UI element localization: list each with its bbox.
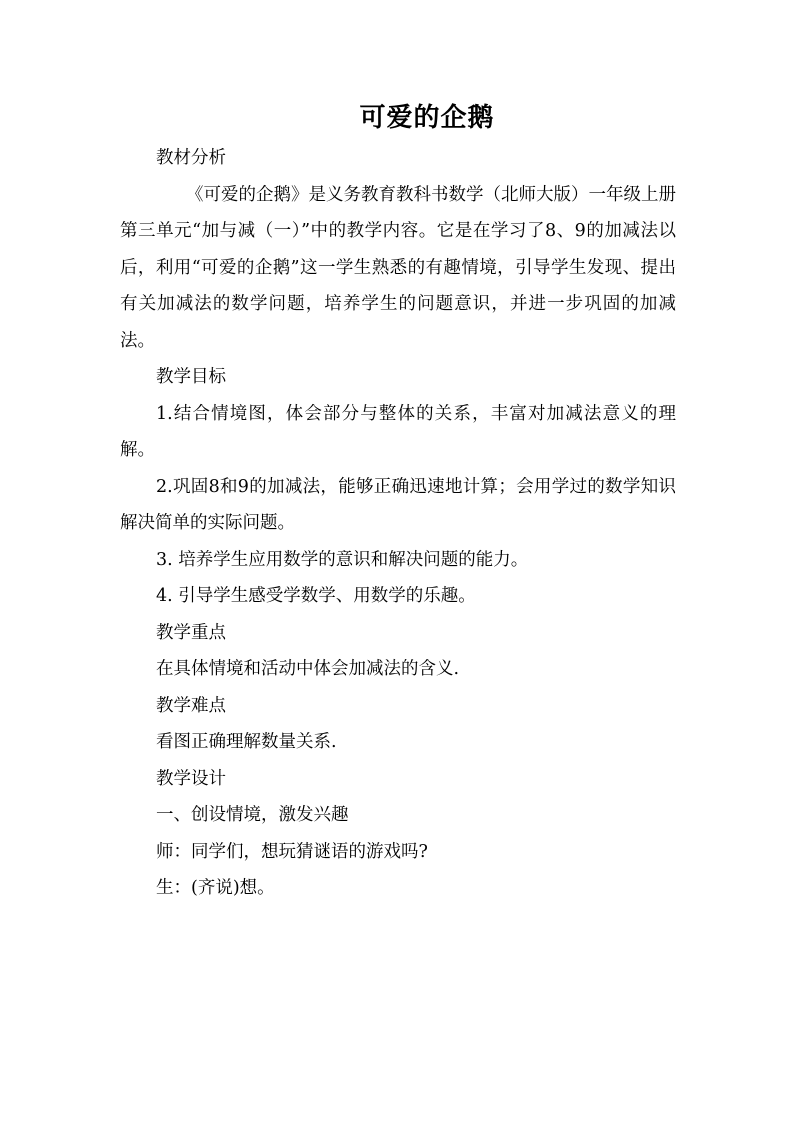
document-body [120, 140, 676, 907]
goal-item-2: 2.巩固8和9的加减法，能够正确迅速地计算；会用学过的数学知识解决简单的实际问题。 [120, 476, 676, 533]
goal-item-3: 3. 培养学生应用数学的意识和解决问题的能力。 [156, 549, 529, 570]
key-points-paragraph: 在具体情境和活动中体会加减法的含义. [156, 659, 460, 679]
goal-item-1: 1.结合情境图，体会部分与整体的关系，丰富对加减法意义的理解。 [120, 403, 676, 460]
section-heading-key-points: 教学重点 [156, 622, 226, 643]
section-heading-teaching-design: 教学设计 [156, 768, 226, 789]
dialog-student: 生：(齐说)想。 [156, 878, 275, 898]
design-subheading: 一、创设情境，激发兴趣 [156, 805, 349, 825]
goal-item-4: 4. 引导学生感受学数学、用数学的乐趣。 [156, 586, 476, 606]
section-heading-teaching-goals: 教学目标 [156, 367, 226, 387]
difficulties-paragraph: 看图正确理解数量关系. [156, 732, 337, 752]
section-heading-material-analysis: 教材分析 [156, 148, 226, 168]
section-heading-difficulties: 教学难点 [156, 695, 226, 716]
material-analysis-paragraph: 《可爱的企鹅》是义务教育教科书数学（北师大版）一年级上册第三单元“加与减（一）”中的教学内容。它是在学习了8、9的加减法以后，利用“可爱的企鹅”这一学生熟悉的有趣情境，引导学生发现、提出有关加减法的数学问题，培养学生的问题意识，并进一步巩固的加减法。 [120, 184, 676, 351]
document-title: 可爱的企鹅 [359, 103, 495, 133]
dialog-teacher: 师：同学们，想玩猜谜语的游戏吗? [156, 841, 428, 862]
